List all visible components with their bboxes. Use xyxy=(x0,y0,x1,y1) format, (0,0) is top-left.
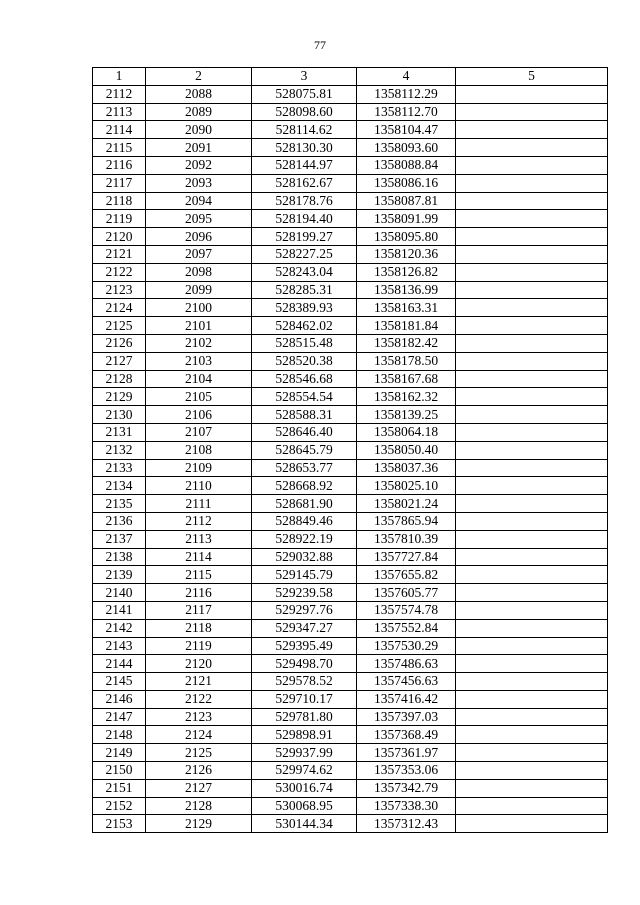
table-row xyxy=(93,601,608,619)
table-cell-col5 xyxy=(456,121,608,139)
table-cell-col2: 2112 xyxy=(146,512,252,530)
table-cell-col3: 528098.60 xyxy=(252,103,357,121)
table-cell-col1: 2151 xyxy=(93,779,146,797)
table-row xyxy=(93,156,608,174)
table-cell-col3: 529032.88 xyxy=(252,548,357,566)
table-row xyxy=(93,477,608,495)
table-cell-col2: 2109 xyxy=(146,459,252,477)
table-row xyxy=(93,245,608,263)
table-cell-col4: 1357456.63 xyxy=(357,673,456,691)
table-cell-col2: 2099 xyxy=(146,281,252,299)
table-row xyxy=(93,673,608,691)
table-cell-col4: 1358050.40 xyxy=(357,441,456,459)
table-cell-col5 xyxy=(456,655,608,673)
table-cell-col4: 1357530.29 xyxy=(357,637,456,655)
table-cell-col4: 1358087.81 xyxy=(357,192,456,210)
table-cell-col5 xyxy=(456,441,608,459)
table-cell-col5 xyxy=(456,673,608,691)
table-row xyxy=(93,103,608,121)
table-cell-col5 xyxy=(456,797,608,815)
table-row xyxy=(93,566,608,584)
table-row xyxy=(93,423,608,441)
table-cell-col4: 1358064.18 xyxy=(357,423,456,441)
table-cell-col5 xyxy=(456,299,608,317)
table-cell-col2: 2088 xyxy=(146,85,252,103)
table-cell-col3: 528285.31 xyxy=(252,281,357,299)
table-cell-col1: 2119 xyxy=(93,210,146,228)
table-cell-col3: 528075.81 xyxy=(252,85,357,103)
table-cell-col5 xyxy=(456,637,608,655)
table-cell-col2: 2118 xyxy=(146,619,252,637)
table-row xyxy=(93,406,608,424)
table-cell-col2: 2110 xyxy=(146,477,252,495)
table-cell-col2: 2101 xyxy=(146,317,252,335)
column-header-3: 3 xyxy=(252,68,357,86)
table-cell-col3: 528243.04 xyxy=(252,263,357,281)
table-cell-col3: 528546.68 xyxy=(252,370,357,388)
table-cell-col4: 1357368.49 xyxy=(357,726,456,744)
table-cell-col4: 1357552.84 xyxy=(357,619,456,637)
table-cell-col5 xyxy=(456,156,608,174)
table-cell-col2: 2092 xyxy=(146,156,252,174)
table-cell-col1: 2118 xyxy=(93,192,146,210)
table-cell-col5 xyxy=(456,406,608,424)
table-cell-col2: 2124 xyxy=(146,726,252,744)
table-cell-col4: 1358120.36 xyxy=(357,245,456,263)
table-cell-col1: 2125 xyxy=(93,317,146,335)
table-cell-col5 xyxy=(456,370,608,388)
table-cell-col1: 2146 xyxy=(93,690,146,708)
table-cell-col5 xyxy=(456,334,608,352)
table-row xyxy=(93,815,608,833)
table-body xyxy=(93,85,608,832)
table-header-row xyxy=(93,68,608,86)
table-cell-col2: 2094 xyxy=(146,192,252,210)
table-cell-col4: 1358167.68 xyxy=(357,370,456,388)
table-row xyxy=(93,334,608,352)
table-cell-col1: 2147 xyxy=(93,708,146,726)
table-cell-col2: 2120 xyxy=(146,655,252,673)
table-cell-col3: 528646.40 xyxy=(252,423,357,441)
table-cell-col1: 2132 xyxy=(93,441,146,459)
table-row xyxy=(93,530,608,548)
table-cell-col5 xyxy=(456,317,608,335)
table-cell-col1: 2142 xyxy=(93,619,146,637)
table-cell-col4: 1357338.30 xyxy=(357,797,456,815)
table-cell-col5 xyxy=(456,708,608,726)
table-cell-col4: 1357416.42 xyxy=(357,690,456,708)
table-cell-col1: 2141 xyxy=(93,601,146,619)
table-cell-col3: 529974.62 xyxy=(252,762,357,780)
table-cell-col1: 2112 xyxy=(93,85,146,103)
table-cell-col4: 1358182.42 xyxy=(357,334,456,352)
table-cell-col4: 1357486.63 xyxy=(357,655,456,673)
table-cell-col1: 2134 xyxy=(93,477,146,495)
table-cell-col2: 2128 xyxy=(146,797,252,815)
table-cell-col3: 528462.02 xyxy=(252,317,357,335)
table-cell-col4: 1358112.29 xyxy=(357,85,456,103)
table-cell-col5 xyxy=(456,779,608,797)
table-row xyxy=(93,495,608,513)
table-cell-col4: 1357397.03 xyxy=(357,708,456,726)
table-cell-col3: 529578.52 xyxy=(252,673,357,691)
table-row xyxy=(93,655,608,673)
table-cell-col1: 2128 xyxy=(93,370,146,388)
table-cell-col3: 528520.38 xyxy=(252,352,357,370)
table-cell-col1: 2121 xyxy=(93,245,146,263)
table-cell-col1: 2126 xyxy=(93,334,146,352)
table-cell-col3: 528554.54 xyxy=(252,388,357,406)
table-cell-col3: 530068.95 xyxy=(252,797,357,815)
table-cell-col3: 528199.27 xyxy=(252,228,357,246)
page-number: 77 xyxy=(314,38,326,52)
table-cell-col1: 2115 xyxy=(93,139,146,157)
table-cell-col5 xyxy=(456,815,608,833)
table-row xyxy=(93,263,608,281)
table-cell-col4: 1358093.60 xyxy=(357,139,456,157)
table-cell-col5 xyxy=(456,423,608,441)
table-cell-col5 xyxy=(456,584,608,602)
table-cell-col3: 528130.30 xyxy=(252,139,357,157)
table-cell-col3: 528194.40 xyxy=(252,210,357,228)
table-cell-col2: 2096 xyxy=(146,228,252,246)
table-cell-col5 xyxy=(456,495,608,513)
coordinates-table xyxy=(92,67,608,833)
table-cell-col5 xyxy=(456,548,608,566)
table-row xyxy=(93,192,608,210)
table-cell-col5 xyxy=(456,601,608,619)
table-cell-col3: 528645.79 xyxy=(252,441,357,459)
table-cell-col4: 1357727.84 xyxy=(357,548,456,566)
table-cell-col2: 2091 xyxy=(146,139,252,157)
table-row xyxy=(93,210,608,228)
table-cell-col2: 2108 xyxy=(146,441,252,459)
table-cell-col2: 2123 xyxy=(146,708,252,726)
table-cell-col4: 1357605.77 xyxy=(357,584,456,602)
table-cell-col5 xyxy=(456,192,608,210)
table-cell-col5 xyxy=(456,228,608,246)
table-cell-col4: 1358139.25 xyxy=(357,406,456,424)
table-cell-col3: 528178.76 xyxy=(252,192,357,210)
table-cell-col5 xyxy=(456,619,608,637)
table-cell-col2: 2107 xyxy=(146,423,252,441)
table-row xyxy=(93,797,608,815)
table-cell-col3: 529347.27 xyxy=(252,619,357,637)
table-cell-col1: 2116 xyxy=(93,156,146,174)
table-cell-col3: 528515.48 xyxy=(252,334,357,352)
table-row xyxy=(93,352,608,370)
table-cell-col5 xyxy=(456,281,608,299)
table-row xyxy=(93,299,608,317)
table-cell-col2: 2093 xyxy=(146,174,252,192)
table-cell-col5 xyxy=(456,530,608,548)
table-cell-col2: 2090 xyxy=(146,121,252,139)
table-cell-col5 xyxy=(456,210,608,228)
table-row xyxy=(93,512,608,530)
table-cell-col5 xyxy=(456,352,608,370)
table-row xyxy=(93,85,608,103)
table-cell-col3: 529498.70 xyxy=(252,655,357,673)
table-row xyxy=(93,281,608,299)
table-row xyxy=(93,388,608,406)
table-cell-col5 xyxy=(456,690,608,708)
table-cell-col1: 2150 xyxy=(93,762,146,780)
table-row xyxy=(93,139,608,157)
table-cell-col5 xyxy=(456,744,608,762)
table-cell-col1: 2145 xyxy=(93,673,146,691)
table-cell-col3: 528144.97 xyxy=(252,156,357,174)
table-cell-col5 xyxy=(456,726,608,744)
table-cell-col3: 528389.93 xyxy=(252,299,357,317)
table-cell-col1: 2127 xyxy=(93,352,146,370)
table-cell-col1: 2137 xyxy=(93,530,146,548)
table-cell-col2: 2105 xyxy=(146,388,252,406)
table-cell-col3: 528227.25 xyxy=(252,245,357,263)
table-cell-col4: 1358091.99 xyxy=(357,210,456,228)
table-cell-col2: 2127 xyxy=(146,779,252,797)
table-cell-col1: 2135 xyxy=(93,495,146,513)
table-cell-col4: 1357810.39 xyxy=(357,530,456,548)
table-cell-col2: 2097 xyxy=(146,245,252,263)
table-cell-col1: 2139 xyxy=(93,566,146,584)
table-row xyxy=(93,690,608,708)
table-cell-col1: 2124 xyxy=(93,299,146,317)
table-cell-col2: 2106 xyxy=(146,406,252,424)
table-row xyxy=(93,317,608,335)
table-cell-col2: 2125 xyxy=(146,744,252,762)
table-cell-col1: 2120 xyxy=(93,228,146,246)
table-cell-col3: 529898.91 xyxy=(252,726,357,744)
table-cell-col2: 2122 xyxy=(146,690,252,708)
table-cell-col2: 2119 xyxy=(146,637,252,655)
table-cell-col5 xyxy=(456,762,608,780)
table-cell-col2: 2116 xyxy=(146,584,252,602)
table-cell-col2: 2114 xyxy=(146,548,252,566)
table-cell-col3: 529395.49 xyxy=(252,637,357,655)
table-cell-col5 xyxy=(456,512,608,530)
table-row xyxy=(93,121,608,139)
table-cell-col2: 2100 xyxy=(146,299,252,317)
table-cell-col5 xyxy=(456,103,608,121)
table-cell-col2: 2111 xyxy=(146,495,252,513)
table-cell-col5 xyxy=(456,263,608,281)
table-row xyxy=(93,762,608,780)
table-cell-col2: 2121 xyxy=(146,673,252,691)
table-cell-col4: 1358025.10 xyxy=(357,477,456,495)
table-cell-col5 xyxy=(456,174,608,192)
table-cell-col3: 529937.99 xyxy=(252,744,357,762)
table-cell-col4: 1357361.97 xyxy=(357,744,456,762)
table-cell-col1: 2129 xyxy=(93,388,146,406)
table-cell-col4: 1358112.70 xyxy=(357,103,456,121)
table-cell-col5 xyxy=(456,245,608,263)
column-header-5: 5 xyxy=(456,68,608,86)
table-cell-col1: 2133 xyxy=(93,459,146,477)
table-cell-col5 xyxy=(456,139,608,157)
table-cell-col2: 2115 xyxy=(146,566,252,584)
table-cell-col3: 528922.19 xyxy=(252,530,357,548)
column-header-4: 4 xyxy=(357,68,456,86)
table-row xyxy=(93,708,608,726)
table-cell-col3: 528588.31 xyxy=(252,406,357,424)
table-row xyxy=(93,459,608,477)
table-cell-col3: 528681.90 xyxy=(252,495,357,513)
table-cell-col4: 1358136.99 xyxy=(357,281,456,299)
table-cell-col1: 2140 xyxy=(93,584,146,602)
table-cell-col1: 2130 xyxy=(93,406,146,424)
table-cell-col3: 528162.67 xyxy=(252,174,357,192)
table-cell-col4: 1358104.47 xyxy=(357,121,456,139)
table-cell-col4: 1358037.36 xyxy=(357,459,456,477)
table-cell-col3: 529710.17 xyxy=(252,690,357,708)
table-cell-col3: 528668.92 xyxy=(252,477,357,495)
column-header-2: 2 xyxy=(146,68,252,86)
table-cell-col4: 1358126.82 xyxy=(357,263,456,281)
table-cell-col1: 2153 xyxy=(93,815,146,833)
table-cell-col3: 529297.76 xyxy=(252,601,357,619)
table-row xyxy=(93,441,608,459)
table-cell-col4: 1358163.31 xyxy=(357,299,456,317)
table-cell-col3: 529145.79 xyxy=(252,566,357,584)
table-cell-col1: 2144 xyxy=(93,655,146,673)
column-header-1: 1 xyxy=(93,68,146,86)
table-cell-col4: 1358088.84 xyxy=(357,156,456,174)
table-cell-col5 xyxy=(456,459,608,477)
table-cell-col3: 528849.46 xyxy=(252,512,357,530)
table-cell-col2: 2117 xyxy=(146,601,252,619)
table-row xyxy=(93,619,608,637)
table-cell-col4: 1358181.84 xyxy=(357,317,456,335)
table-cell-col1: 2152 xyxy=(93,797,146,815)
table-row xyxy=(93,584,608,602)
table-cell-col2: 2104 xyxy=(146,370,252,388)
table-cell-col1: 2123 xyxy=(93,281,146,299)
table-cell-col5 xyxy=(456,566,608,584)
table-row xyxy=(93,548,608,566)
table-cell-col4: 1358086.16 xyxy=(357,174,456,192)
table-cell-col2: 2102 xyxy=(146,334,252,352)
table-cell-col4: 1358095.80 xyxy=(357,228,456,246)
table-cell-col1: 2117 xyxy=(93,174,146,192)
table-cell-col1: 2113 xyxy=(93,103,146,121)
table-cell-col2: 2089 xyxy=(146,103,252,121)
table-cell-col3: 530144.34 xyxy=(252,815,357,833)
table-cell-col1: 2136 xyxy=(93,512,146,530)
table-row xyxy=(93,370,608,388)
table-cell-col3: 528114.62 xyxy=(252,121,357,139)
table-row xyxy=(93,637,608,655)
table-cell-col3: 528653.77 xyxy=(252,459,357,477)
table-row xyxy=(93,779,608,797)
table-row xyxy=(93,174,608,192)
table-cell-col4: 1358162.32 xyxy=(357,388,456,406)
table-cell-col4: 1357312.43 xyxy=(357,815,456,833)
table-cell-col4: 1357865.94 xyxy=(357,512,456,530)
table-cell-col2: 2098 xyxy=(146,263,252,281)
table-cell-col3: 530016.74 xyxy=(252,779,357,797)
table-cell-col2: 2103 xyxy=(146,352,252,370)
table-cell-col1: 2148 xyxy=(93,726,146,744)
table-cell-col2: 2126 xyxy=(146,762,252,780)
table-cell-col4: 1358021.24 xyxy=(357,495,456,513)
table-cell-col3: 529781.80 xyxy=(252,708,357,726)
table-cell-col4: 1358178.50 xyxy=(357,352,456,370)
table-cell-col4: 1357342.79 xyxy=(357,779,456,797)
table-cell-col1: 2143 xyxy=(93,637,146,655)
table-cell-col4: 1357655.82 xyxy=(357,566,456,584)
table-cell-col1: 2114 xyxy=(93,121,146,139)
table-row xyxy=(93,744,608,762)
table-cell-col2: 2095 xyxy=(146,210,252,228)
table-cell-col1: 2149 xyxy=(93,744,146,762)
table-cell-col4: 1357574.78 xyxy=(357,601,456,619)
table-cell-col1: 2131 xyxy=(93,423,146,441)
table-cell-col1: 2122 xyxy=(93,263,146,281)
table-cell-col4: 1357353.06 xyxy=(357,762,456,780)
table-cell-col2: 2113 xyxy=(146,530,252,548)
table-row xyxy=(93,228,608,246)
table-cell-col5 xyxy=(456,388,608,406)
table-cell-col2: 2129 xyxy=(146,815,252,833)
table-cell-col5 xyxy=(456,477,608,495)
table-cell-col5 xyxy=(456,85,608,103)
table-cell-col1: 2138 xyxy=(93,548,146,566)
table-row xyxy=(93,726,608,744)
table-cell-col3: 529239.58 xyxy=(252,584,357,602)
